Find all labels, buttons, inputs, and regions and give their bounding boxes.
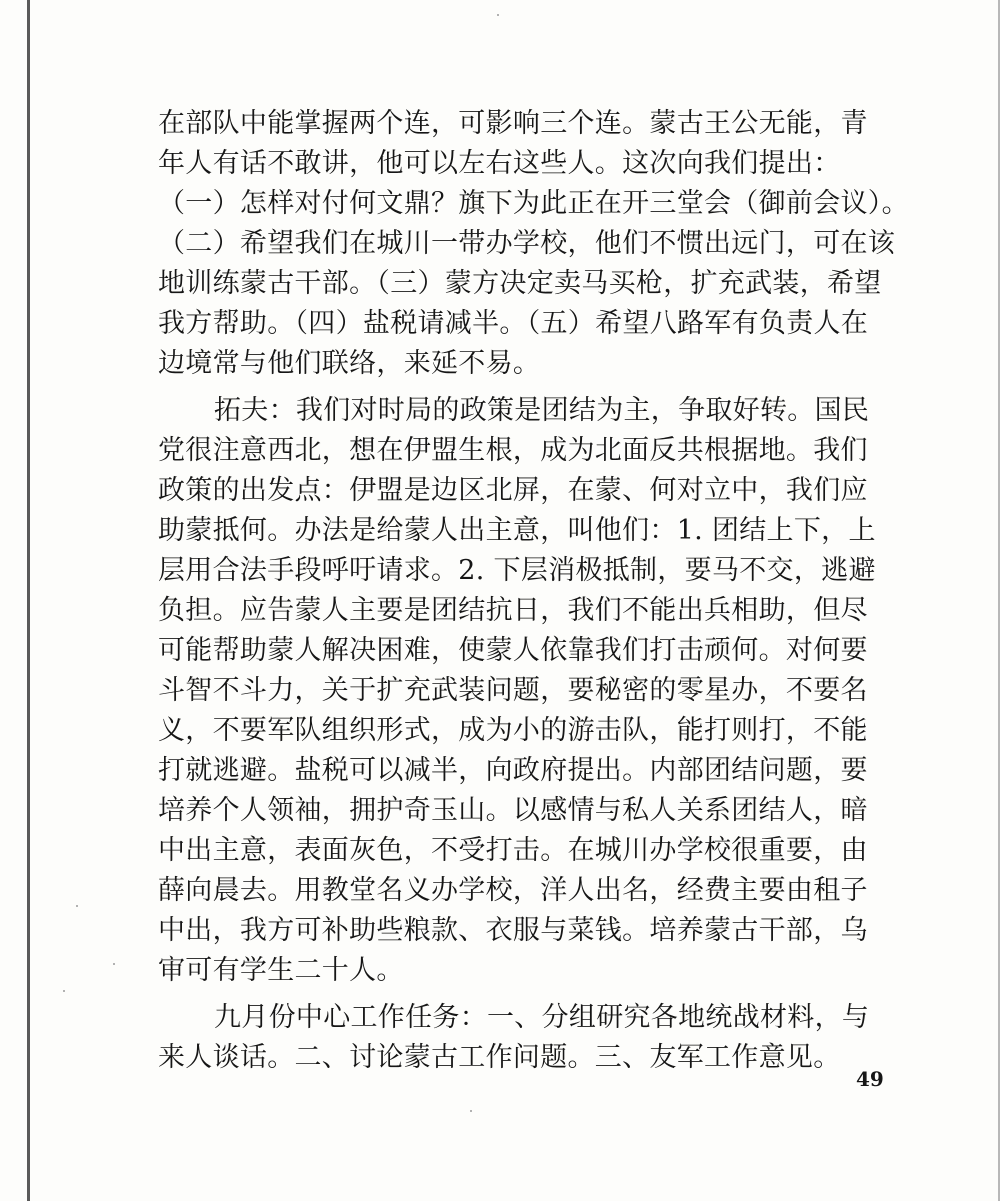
text-line: 在部队中能掌握两个连，可影响三个连。蒙古王公无能，青 [158, 108, 868, 139]
text-line: 地训练蒙古干部。（三）蒙方决定卖马买枪，扩充武装，希望 [158, 268, 882, 299]
text-line: 斗智不斗力，关于扩充武装问题，要秘密的零星办，不要名 [158, 675, 868, 706]
scan-speck [113, 963, 115, 965]
text-line: 可能帮助蒙人解决困难，使蒙人依靠我们打击顽何。对何要 [158, 635, 868, 666]
text-line: 薛向晨去。用教堂名义办学校，洋人出名，经费主要由租子 [158, 875, 868, 906]
text-line: （一）怎样对付何文鼎？旗下为此正在开三堂会（御前会议）。 [158, 188, 909, 219]
body-text [158, 104, 914, 1078]
text-line: 义，不要军队组织形式，成为小的游击队，能打则打，不能 [158, 715, 868, 746]
text-line: 年人有话不敢讲，他可以左右这些人。这次向我们提出： [158, 148, 841, 179]
text-line: 层用合法手段呼吁请求。2. 下层消极抵制，要马不交，逃避 [158, 555, 876, 586]
text-line: 中出，我方可补助些粮款、衣服与菜钱。培养蒙古干部，乌 [158, 915, 868, 946]
text-line: 拓夫：我们对时局的政策是团结为主，争取好转。国民 [214, 395, 870, 426]
text-line: 负担。应告蒙人主要是团结抗日，我们不能出兵相助，但尽 [158, 595, 868, 626]
text-line: （二）希望我们在城川一带办学校，他们不惯出远门，可在该 [158, 228, 896, 259]
text-line: 边境常与他们联络，来延不易。 [158, 348, 541, 379]
text-line: 我方帮助。（四）盐税请减半。（五）希望八路军有负责人在 [158, 308, 869, 339]
text-line: 助蒙抵何。办法是给蒙人出主意，叫他们：1. 团结上下，上 [158, 515, 876, 546]
text-line: 中出主意，表面灰色，不受打击。在城川办学校很重要，由 [158, 835, 868, 866]
text-line: 党很注意西北，想在伊盟生根，成为北面反共根据地。我们 [158, 435, 868, 466]
scan-speck [497, 14, 499, 16]
scan-speck [63, 990, 65, 992]
text-line: 来人谈话。二、讨论蒙古工作问题。三、友军工作意见。 [158, 1042, 841, 1073]
text-line: 政策的出发点：伊盟是边区北屏，在蒙、何对立中，我们应 [158, 475, 868, 506]
binding-edge-line [27, 0, 30, 1201]
text-line: 审可有学生二十人。 [158, 955, 404, 986]
text-line: 九月份中心工作任务：一、分组研究各地统战材料，与 [214, 1002, 870, 1033]
text-line: 培养个人领袖，拥护奇玉山。以感情与私人关系团结人，暗 [158, 795, 868, 826]
page-number: 49 [856, 1067, 884, 1091]
scan-speck [470, 1110, 472, 1112]
text-line: 打就逃避。盐税可以减半，向政府提出。内部团结问题，要 [158, 755, 868, 786]
scan-speck [76, 905, 78, 907]
